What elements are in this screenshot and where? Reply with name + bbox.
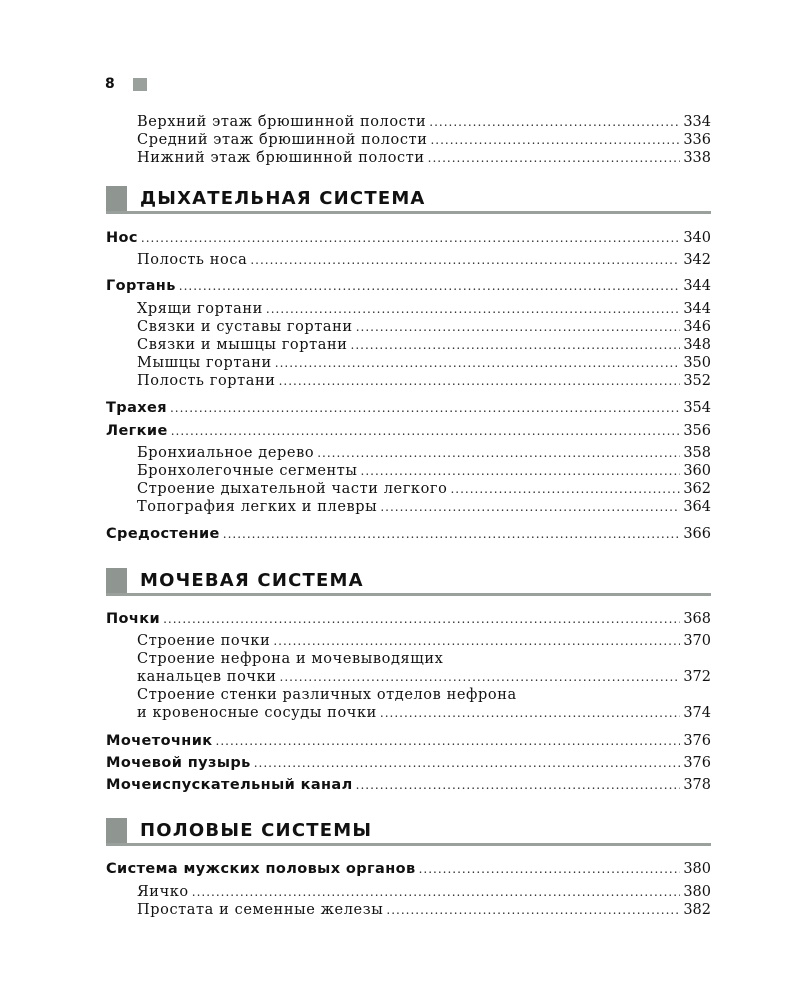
toc-chapter-page: 340 — [683, 230, 711, 246]
dot-leader — [351, 338, 681, 352]
toc-entry-page: 358 — [683, 445, 711, 461]
toc-entry[interactable] — [137, 373, 711, 389]
page-header — [105, 74, 147, 94]
dot-leader — [163, 612, 680, 626]
dot-leader — [141, 231, 680, 245]
toc-chapter[interactable] — [106, 755, 711, 771]
toc-entry-title: Строение дыхательной части легкого — [137, 481, 448, 497]
toc-entry-page: 382 — [683, 902, 711, 918]
toc-chapter-page: 376 — [683, 755, 711, 771]
dot-leader — [192, 885, 681, 899]
toc-entry-title: Верхний этаж брюшинной полости — [137, 114, 427, 130]
toc-chapter[interactable] — [106, 861, 711, 877]
page-number: 8 — [105, 76, 115, 92]
toc-entry[interactable] — [137, 114, 711, 130]
toc-chapter-title: Мочеиспускательный канал — [106, 777, 353, 793]
dot-leader — [170, 401, 680, 415]
toc-entry-title: Полость гортани — [137, 373, 276, 389]
toc-chapter[interactable] — [106, 733, 711, 749]
toc-chapter-page: 376 — [683, 733, 711, 749]
dot-leader — [223, 527, 681, 541]
section-bar — [106, 186, 127, 212]
toc-entry[interactable] — [137, 355, 711, 371]
toc-entry[interactable] — [137, 669, 711, 685]
toc-entry-page: 352 — [683, 373, 711, 389]
toc-entry-title: Строение почки — [137, 633, 271, 649]
section-title: МОЧЕВАЯ СИСТЕМА — [140, 570, 364, 591]
toc-entry-title: Простата и семенные железы — [137, 902, 384, 918]
toc-entry-title: Средний этаж брюшинной полости — [137, 132, 428, 148]
toc-chapter-page: 344 — [683, 278, 711, 294]
dot-leader — [216, 734, 681, 748]
toc-chapter-title: Мочеточник — [106, 733, 213, 749]
toc-entry-page: 364 — [683, 499, 711, 515]
toc-entry-page: 350 — [683, 355, 711, 371]
section-rule — [106, 843, 711, 846]
toc-chapter-page: 378 — [683, 777, 711, 793]
toc-entry[interactable] — [137, 337, 711, 353]
toc-entry-title: Полость носа — [137, 252, 248, 268]
toc-entry[interactable] — [137, 319, 711, 335]
toc-entry-page: 334 — [683, 114, 711, 130]
toc-entry[interactable] — [137, 481, 711, 497]
toc-chapter-title: Система мужских половых органов — [106, 861, 416, 877]
section-heading-respiratory — [106, 186, 711, 214]
toc-chapter-title: Гортань — [106, 278, 176, 294]
section-rule — [106, 593, 711, 596]
toc-entry-page: 370 — [683, 633, 711, 649]
toc-entry-title: Яичко — [137, 884, 189, 900]
toc-entry[interactable] — [137, 132, 711, 148]
toc-entry-title: и кровеносные сосуды почки — [137, 705, 377, 721]
dot-leader — [266, 302, 680, 316]
dot-leader — [254, 756, 681, 770]
toc-entry-page: 362 — [683, 481, 711, 497]
toc-entry[interactable] — [137, 499, 711, 515]
toc-entry[interactable] — [137, 705, 711, 721]
dot-leader — [250, 253, 680, 267]
toc-entry[interactable] — [137, 633, 711, 649]
section-title: ПОЛОВЫЕ СИСТЕМЫ — [140, 820, 373, 841]
toc-entry[interactable] — [137, 301, 711, 317]
page-marker-square — [133, 78, 147, 91]
dot-leader — [279, 374, 681, 388]
toc-chapter-title: Легкие — [106, 423, 168, 439]
toc-entry[interactable] — [137, 150, 711, 166]
dot-leader — [380, 500, 680, 514]
toc-entry-page: 344 — [683, 301, 711, 317]
section-bar — [106, 568, 127, 594]
dot-leader — [429, 115, 680, 129]
toc-chapter[interactable] — [106, 611, 711, 627]
toc-entry-title: Хрящи гортани — [137, 301, 263, 317]
toc-entry-title-line1: Строение стенки различных отделов нефрона — [137, 687, 517, 703]
toc-chapter-page: 368 — [683, 611, 711, 627]
dot-leader — [430, 133, 680, 147]
toc-entry[interactable] — [137, 445, 711, 461]
toc-chapter-page: 366 — [683, 526, 711, 542]
section-heading-urinary — [106, 568, 711, 596]
toc-chapter-title: Почки — [106, 611, 161, 627]
toc-entry-title-line1: Строение нефрона и мочевыводящих — [137, 651, 444, 667]
toc-entry[interactable] — [137, 884, 711, 900]
section-heading-reproductive — [106, 818, 711, 846]
toc-entry-title: Нижний этаж брюшинной полости — [137, 150, 425, 166]
toc-chapter-page: 356 — [683, 423, 711, 439]
toc-chapter-title: Нос — [106, 230, 138, 246]
toc-entry[interactable] — [137, 252, 711, 268]
toc-chapter-page: 380 — [683, 861, 711, 877]
toc-entry-page: 360 — [683, 463, 711, 479]
dot-leader — [280, 670, 681, 684]
toc-chapter[interactable] — [106, 278, 711, 294]
dot-leader — [419, 862, 681, 876]
dot-leader — [386, 903, 680, 917]
toc-chapter[interactable] — [106, 777, 711, 793]
toc-entry[interactable] — [137, 463, 711, 479]
toc-entry-page: 336 — [683, 132, 711, 148]
dot-leader — [450, 482, 680, 496]
dot-leader — [273, 634, 680, 648]
section-title: ДЫХАТЕЛЬНАЯ СИСТЕМА — [140, 188, 426, 209]
dot-leader — [428, 151, 681, 165]
toc-entry-page: 342 — [683, 252, 711, 268]
toc-chapter[interactable] — [106, 400, 711, 416]
toc-chapter-page: 354 — [683, 400, 711, 416]
toc-chapter[interactable] — [106, 423, 711, 439]
toc-chapter[interactable] — [106, 526, 711, 542]
toc-entry-page: 380 — [683, 884, 711, 900]
dot-leader — [171, 424, 681, 438]
toc-chapter-title: Трахея — [106, 400, 167, 416]
toc-entry-page: 372 — [683, 669, 711, 685]
dot-leader — [317, 446, 680, 460]
toc-entry-title: Бронхолегочные сегменты — [137, 463, 358, 479]
toc-chapter[interactable] — [106, 230, 711, 246]
toc-entry[interactable] — [137, 902, 711, 918]
toc-entry-title: Топография легких и плевры — [137, 499, 378, 515]
toc-entry-page: 346 — [683, 319, 711, 335]
toc-entry-title: Связки и суставы гортани — [137, 319, 353, 335]
toc-entry-page: 374 — [683, 705, 711, 721]
dot-leader — [356, 778, 681, 792]
dot-leader — [380, 706, 680, 720]
dot-leader — [356, 320, 681, 334]
toc-entry-title: Мышцы гортани — [137, 355, 272, 371]
toc-chapter-title: Мочевой пузырь — [106, 755, 251, 771]
dot-leader — [361, 464, 681, 478]
toc-chapter-title: Средостение — [106, 526, 220, 542]
section-bar — [106, 818, 127, 844]
toc-entry-page: 338 — [683, 150, 711, 166]
dot-leader — [275, 356, 681, 370]
toc-entry-title: Бронхиальное дерево — [137, 445, 315, 461]
toc-entry-page: 348 — [683, 337, 711, 353]
toc-entry-title: канальцев почки — [137, 669, 277, 685]
dot-leader — [179, 279, 681, 293]
toc-entry-title: Связки и мышцы гортани — [137, 337, 348, 353]
section-rule — [106, 211, 711, 214]
